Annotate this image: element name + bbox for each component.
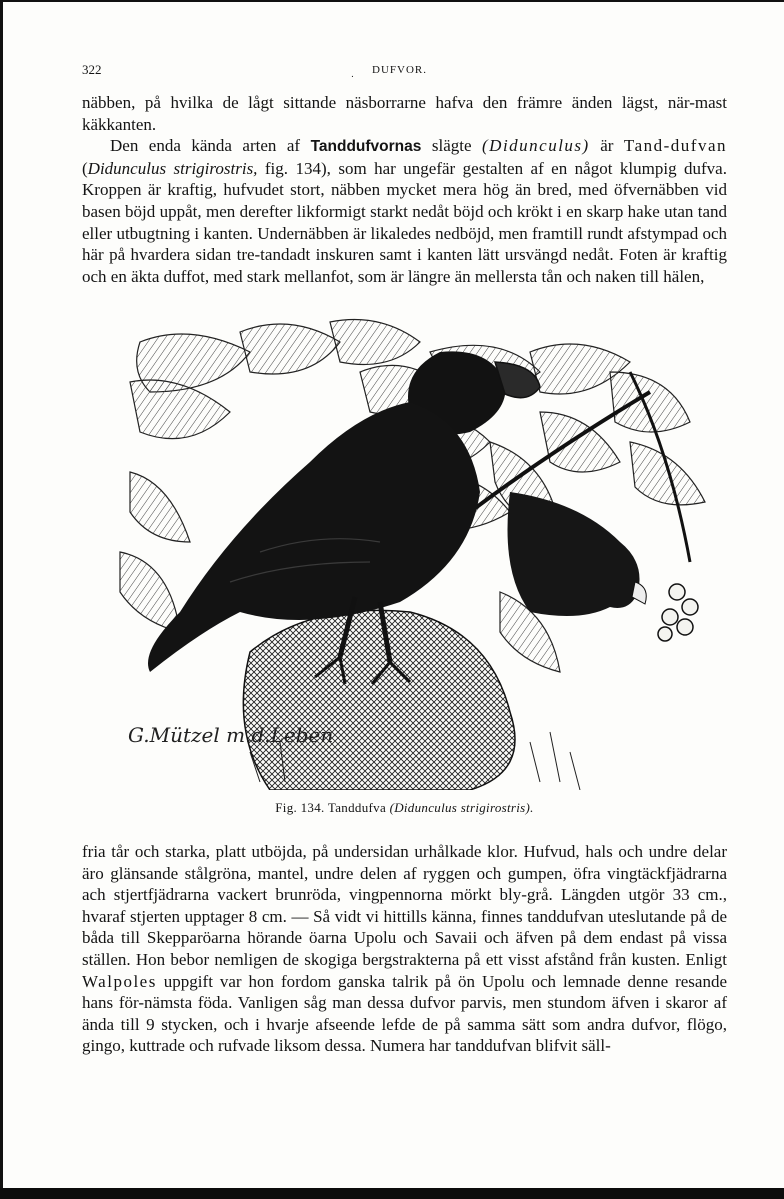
print-mark: .: [351, 70, 354, 80]
paragraph-3-text-b: uppgift var hon fordom ganska talrik på ön Upolu och lemnade denne resande hans för-nämsta föda. Vanligen såg man dessa dufvor parvis, men stundom äfven i skaror af ända till 9 stycken, och i hvarje afseende lefde de på samma sätt som andra dufvor, flögo, gingo, kuttrade och rufvade liksom dessa. Numera har tanddufvan blifvit säll-: [82, 971, 727, 1056]
caption-common-name: Tanddufva: [327, 800, 387, 815]
paragraph-2: [82, 135, 727, 287]
second-bird: [508, 492, 640, 616]
paragraph-3: [82, 841, 727, 1057]
genus-latin-name: (Didunculus): [482, 136, 590, 156]
caption-figure-number: Fig. 134.: [275, 800, 325, 815]
artist-signature: G.Mützel m.d.Leben: [128, 723, 334, 747]
figure-caption: [82, 800, 727, 816]
mossy-stump: [243, 610, 515, 790]
species-latin-name: Didunculus strigirostris,: [87, 158, 258, 178]
body-text-top: [82, 92, 727, 287]
page-number: 322: [82, 62, 102, 77]
running-title: DUFVOR.: [372, 64, 427, 76]
paragraph-2-text-c: är: [589, 136, 624, 156]
species-common-name: Tand-dufvan: [623, 136, 728, 156]
paragraph-2-text-b: slägte: [421, 136, 482, 156]
berry-cluster: [658, 584, 698, 641]
paragraph-1: näbben, på hvilka de lågt sittande näsborrarne hafva den främre änden lägst, när-mast käkkanten.: [82, 93, 727, 134]
genus-group-name: Tanddufvornas: [310, 138, 422, 156]
paragraph-2-text-e: fig. 134), som har ungefär gestalten af en något klumpig dufva. Kroppen är kraftig, hufvudet stort, näbben mycket mera hög än bred, med öfvernäbben vid basen böjd uppåt, men derefter likformigt starkt nedåt böjd och krökt i en skarp hake utan tand eller utbugtning i kanten. Undernäbben är likaledes nedböjd, men framtill rundt afstympad och här på hvardera sidan tre-tandadt inskuren samt i kanten lätt ursvängd nedåt. Foten är kraftig och en äkta duffot, med stark mellanfot, som är längre än mellersta tån och naken till hälen,: [82, 158, 727, 286]
scan-border-top: [0, 0, 784, 2]
author-name-walpole: Walpoles: [82, 971, 157, 991]
paragraph-2-text-d: (: [82, 158, 88, 178]
tooth-billed-pigeon-illustration: [110, 312, 710, 790]
paragraph-2-text-a: Den enda kända arten af: [110, 136, 311, 156]
caption-latin-name: (Didunculus strigirostris).: [389, 800, 534, 815]
scan-border-bottom: [0, 1188, 784, 1199]
scan-border-left: [0, 0, 3, 1199]
paragraph-3-text-a: fria tår och starka, platt utböjda, på undersidan urhålkade klor. Hufvud, hals och undre delar äro glänsande stålgröna, mantel, undre delen af ryggen och gumpen, öfra vingtäckfjädrarna ach stjertfjädrarna vackert brunröda, vingpennorna mörkt bly-grå. Längden utgör 33 cm., hvaraf stjerten upptager 8 cm. — Så vidt vi hittills känna, finnes tanddufvan uteslutande på de båda till Skepparöarna hörande öarna Upolu och Savaii och äfven på dem endast på vissa ställen. Hon bebor nemligen de skogiga bergstrakterna på ett visst afstånd från kusten. Enligt: [82, 842, 727, 969]
body-text-bottom: [82, 841, 727, 1057]
figure-134-engraving: [110, 312, 710, 790]
